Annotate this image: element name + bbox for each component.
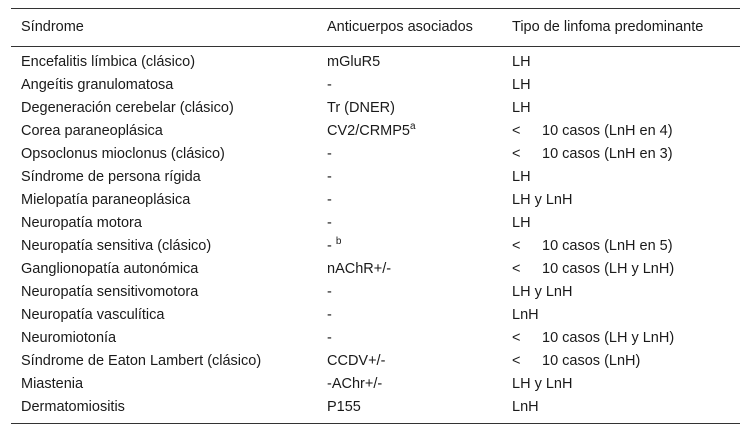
cell-lymphoma-type bbox=[502, 258, 740, 281]
cell-antibody bbox=[317, 304, 502, 327]
cell-antibody bbox=[317, 350, 502, 373]
antibody-text: CCDV+/- bbox=[327, 353, 386, 369]
cell-syndrome: Dermatomiositis bbox=[21, 399, 125, 415]
cell-syndrome: Opsoclonus mioclonus (clásico) bbox=[21, 146, 225, 162]
cell-lymphoma-type bbox=[502, 235, 740, 258]
lymphoma-text: LnH bbox=[512, 399, 539, 415]
lymphoma-text: LH bbox=[512, 100, 531, 116]
table-row bbox=[11, 74, 740, 97]
table-row bbox=[11, 189, 740, 212]
cell-lymphoma-type bbox=[502, 350, 740, 373]
antibody-text: - bbox=[327, 307, 332, 323]
table-body bbox=[11, 47, 740, 424]
footnote-marker: b bbox=[335, 236, 342, 248]
cell-syndrome: Degeneración cerebelar (clásico) bbox=[21, 100, 234, 116]
antibody-text: CV2/CRMP5 bbox=[327, 123, 410, 139]
cell-syndrome: Angeítis granulomatosa bbox=[21, 77, 174, 93]
header-antibodies: Anticuerpos asociados bbox=[327, 19, 473, 35]
lymphoma-text: LH bbox=[512, 54, 531, 70]
antibody-text: -AChr+/- bbox=[327, 376, 383, 392]
antibody-text: mGluR5 bbox=[327, 54, 381, 70]
less-than-sign: < bbox=[512, 261, 521, 277]
antibody-text: - bbox=[327, 238, 336, 254]
cell-lymphoma-type bbox=[502, 281, 740, 304]
less-than-sign: < bbox=[512, 353, 521, 369]
table-row bbox=[11, 396, 740, 424]
cell-syndrome: Neuromiotonía bbox=[21, 330, 117, 346]
cell-lymphoma-type bbox=[502, 373, 740, 396]
table-row bbox=[11, 97, 740, 120]
table-row bbox=[11, 373, 740, 396]
paraneoplastic-syndromes-table bbox=[11, 8, 740, 424]
antibody-text: - bbox=[327, 192, 332, 208]
cell-lymphoma-type bbox=[502, 396, 740, 424]
cell-syndrome: Neuropatía vasculítica bbox=[21, 307, 165, 323]
cell-syndrome: Neuropatía motora bbox=[21, 215, 142, 231]
lymphoma-text: 10 casos (LnH en 5) bbox=[542, 238, 673, 254]
cell-antibody bbox=[317, 166, 502, 189]
table-header bbox=[11, 9, 740, 47]
cell-antibody bbox=[317, 47, 502, 75]
lymphoma-text: LH y LnH bbox=[512, 376, 573, 392]
less-than-sign: < bbox=[512, 146, 521, 162]
cell-antibody bbox=[317, 373, 502, 396]
lymphoma-text: LH bbox=[512, 77, 531, 93]
cell-lymphoma-type bbox=[502, 166, 740, 189]
syndromes-table-container bbox=[11, 8, 740, 424]
table-row bbox=[11, 166, 740, 189]
cell-syndrome: Encefalitis límbica (clásico) bbox=[21, 54, 196, 70]
header-row bbox=[11, 9, 740, 47]
antibody-text: Tr (DNER) bbox=[327, 100, 395, 116]
cell-antibody bbox=[317, 327, 502, 350]
cell-antibody bbox=[317, 120, 502, 143]
lymphoma-text: LH y LnH bbox=[512, 192, 573, 208]
less-than-sign: < bbox=[512, 238, 521, 254]
cell-syndrome: Corea paraneoplásica bbox=[21, 123, 163, 139]
antibody-text: nAChR+/- bbox=[327, 261, 392, 277]
table-row bbox=[11, 120, 740, 143]
cell-antibody bbox=[317, 212, 502, 235]
table-row bbox=[11, 281, 740, 304]
less-than-sign: < bbox=[512, 123, 521, 139]
antibody-text: - bbox=[327, 330, 332, 346]
lymphoma-text: LH bbox=[512, 169, 531, 185]
antibody-text: - bbox=[327, 284, 332, 300]
antibody-text: P155 bbox=[327, 399, 361, 415]
cell-lymphoma-type bbox=[502, 212, 740, 235]
antibody-text: - bbox=[327, 77, 332, 93]
lymphoma-text: 10 casos (LnH en 3) bbox=[542, 146, 673, 162]
table-row bbox=[11, 350, 740, 373]
less-than-sign: < bbox=[512, 330, 521, 346]
cell-lymphoma-type bbox=[502, 327, 740, 350]
antibody-text: - bbox=[327, 146, 332, 162]
antibody-text: - bbox=[327, 215, 332, 231]
cell-syndrome: Síndrome de persona rígida bbox=[21, 169, 201, 185]
cell-antibody bbox=[317, 97, 502, 120]
lymphoma-text: 10 casos (LnH) bbox=[542, 353, 641, 369]
table-row bbox=[11, 143, 740, 166]
cell-syndrome: Neuropatía sensitivomotora bbox=[21, 284, 199, 300]
cell-syndrome: Síndrome de Eaton Lambert (clásico) bbox=[21, 353, 262, 369]
lymphoma-text: LnH bbox=[512, 307, 539, 323]
cell-lymphoma-type bbox=[502, 304, 740, 327]
cell-lymphoma-type bbox=[502, 47, 740, 75]
table-row bbox=[11, 258, 740, 281]
cell-lymphoma-type bbox=[502, 74, 740, 97]
table-row bbox=[11, 327, 740, 350]
header-syndrome: Síndrome bbox=[21, 19, 84, 35]
cell-antibody bbox=[317, 74, 502, 97]
header-lymphoma-type: Tipo de linfoma predominante bbox=[512, 19, 704, 35]
lymphoma-text: LH y LnH bbox=[512, 284, 573, 300]
cell-antibody bbox=[317, 281, 502, 304]
cell-antibody bbox=[317, 235, 502, 258]
cell-antibody bbox=[317, 396, 502, 424]
cell-syndrome: Neuropatía sensitiva (clásico) bbox=[21, 238, 212, 254]
antibody-text: - bbox=[327, 169, 332, 185]
lymphoma-text: 10 casos (LH y LnH) bbox=[542, 261, 675, 277]
cell-syndrome: Ganglionopatía autonómica bbox=[21, 261, 199, 277]
table-row bbox=[11, 212, 740, 235]
cell-lymphoma-type bbox=[502, 143, 740, 166]
lymphoma-text: 10 casos (LH y LnH) bbox=[542, 330, 675, 346]
table-row bbox=[11, 47, 740, 75]
cell-lymphoma-type bbox=[502, 189, 740, 212]
cell-syndrome: Mielopatía paraneoplásica bbox=[21, 192, 191, 208]
table-row bbox=[11, 235, 740, 258]
cell-antibody bbox=[317, 143, 502, 166]
footnote-marker: a bbox=[410, 121, 416, 133]
cell-lymphoma-type bbox=[502, 120, 740, 143]
cell-lymphoma-type bbox=[502, 97, 740, 120]
cell-antibody bbox=[317, 258, 502, 281]
table-row bbox=[11, 304, 740, 327]
lymphoma-text: LH bbox=[512, 215, 531, 231]
cell-syndrome: Miastenia bbox=[21, 376, 84, 392]
lymphoma-text: 10 casos (LnH en 4) bbox=[542, 123, 673, 139]
cell-antibody bbox=[317, 189, 502, 212]
